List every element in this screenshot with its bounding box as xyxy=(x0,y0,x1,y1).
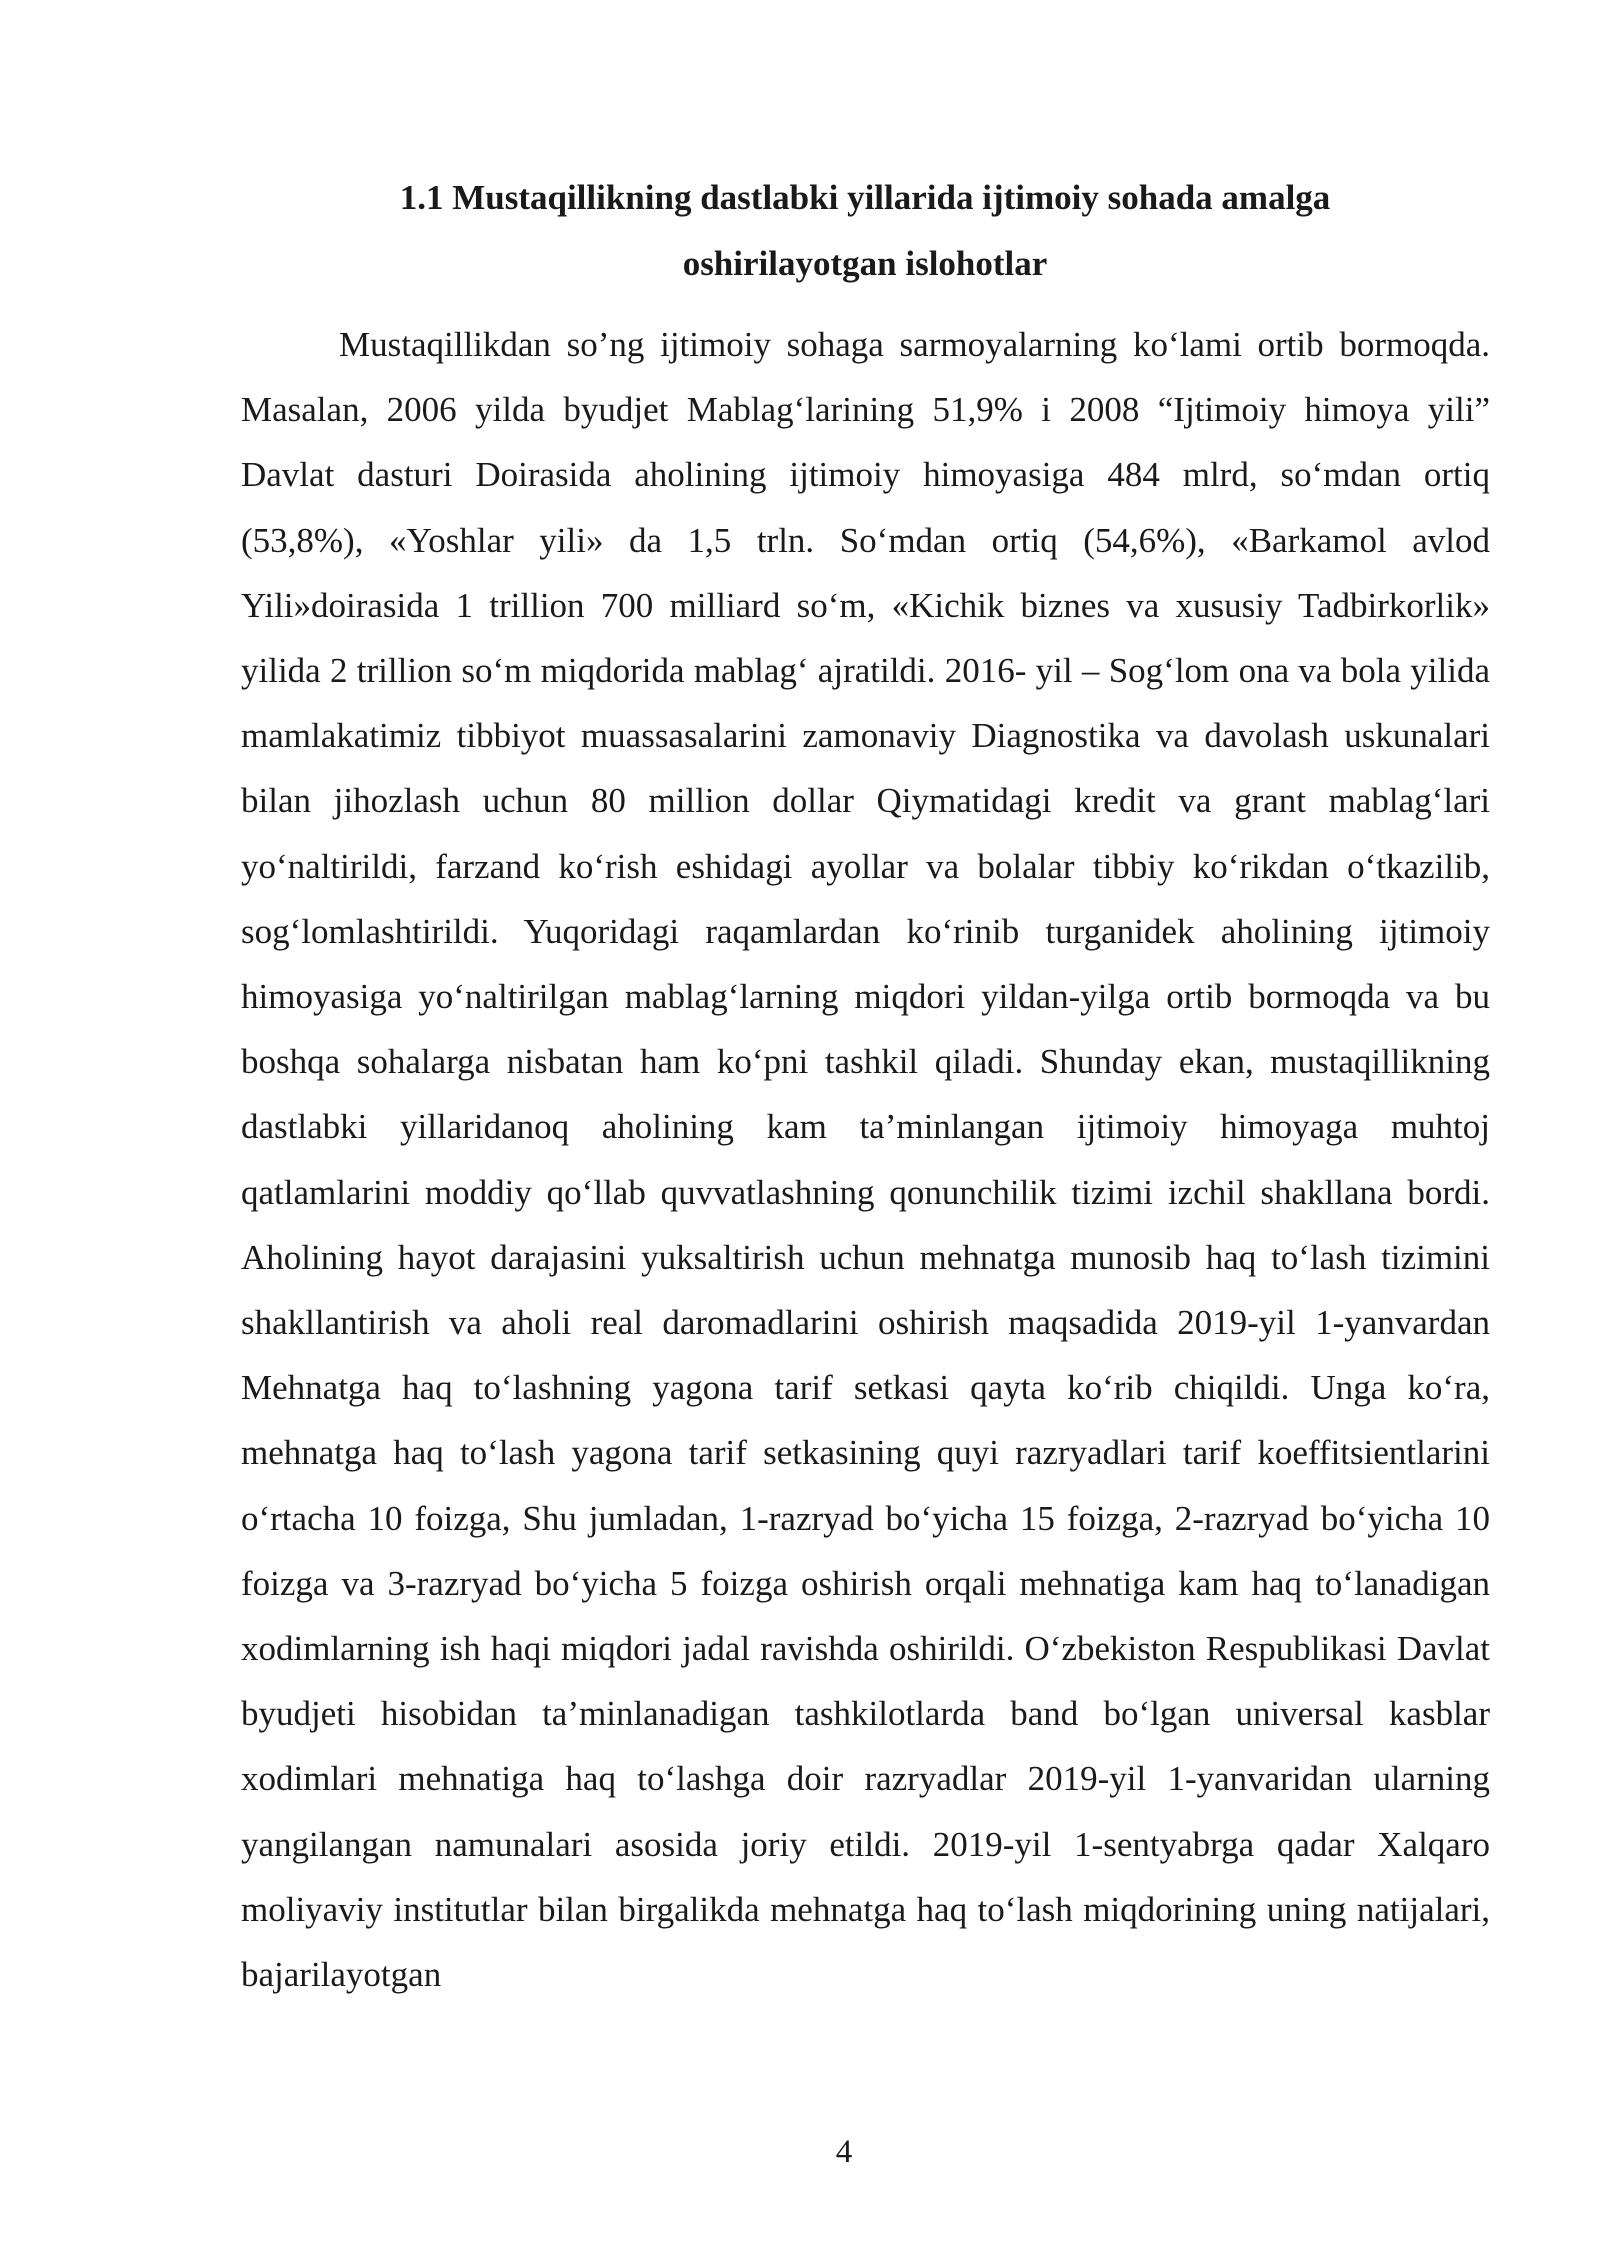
body-paragraph: Mustaqillikdan so’ng ijtimoiy sohaga sarmoyalarning ko‘lami ortib bormoqda. Masalan, 2006 yilda byudjet Mablag‘larining 51,9% i 2008 “Ijtimoiy himoya yili” Davlat dasturi Doirasida aholining ijtimoiy himoyasiga 484 mlrd, so‘mdan ortiq (53,8%), «Yoshlar yili» da 1,5 trln. So‘mdan ortiq (54,6%), «Barkamol avlod Yili»doirasida 1 trillion 700 milliard so‘m, «Kichik biznes va xususiy Tadbirkorlik» yilida 2 trillion so‘m miqdorida mablag‘ ajratildi. 2016- yil – Sog‘lom ona va bola yilida mamlakatimiz tibbiyot muassasalarini zamonaviy Diagnostika va davolash uskunalari bilan jihozlash uchun 80 million dollar Qiymatidagi kredit va grant mablag‘lari yo‘naltirildi, farzand ko‘rish eshidagi ayollar va bolalar tibbiy ko‘rikdan o‘tkazilib, sog‘lomlashtirildi. Yuqoridagi raqamlardan ko‘rinib turganidek aholining ijtimoiy himoyasiga yo‘naltirilgan mablag‘larning miqdori yildan-yilga ortib bormoqda va bu boshqa sohalarga nisbatan ham ko‘pni tashkil qiladi. Shunday ekan, mustaqillikning dastlabki yillaridanoq aholining kam ta’minlangan ijtimoiy himoyaga muhtoj qatlamlarini moddiy qo‘llab quvvatlashning qonunchilik tizimi izchil shakllana bordi. Aholining hayot darajasini yuksaltirish uchun mehnatga munosib haq to‘lash tizimini shakllantirish va aholi real daromadlarini oshirish maqsadida 2019-yil 1-yanvardan Mehnatga haq to‘lashning yagona tarif setkasi qayta ko‘rib chiqildi. Unga ko‘ra, mehnatga haq to‘lash yagona tarif setkasining quyi razryadlari tarif koeffitsientlarini o‘rtacha 10 foizga, Shu jumladan, 1-razryad bo‘yicha 15 foizga, 2-razryad bo‘yicha 10 foizga va 3-razryad bo‘yicha 5 foizga oshirish orqali mehnatiga kam haq to‘lanadigan xodimlarning ish haqi miqdori jadal ravishda oshirildi. O‘zbekiston Respublikasi Davlat byudjeti hisobidan ta’minlanadigan tashkilotlarda band bo‘lgan universal kasblar xodimlari mehnatiga haq to‘lashga doir razryadlar 2019-yil 1-yanvaridan ularning yangilangan namunalari asosida joriy etildi. 2019-yil 1-sentyabrga qadar Xalqaro moliyaviy institutlar bilan birgalikda mehnatga haq to‘lash miqdorining uning natijalari, bajarilayotgan xyxy=(241,325,1490,1995)
section-heading xyxy=(240,165,1490,297)
section-heading-line-2: oshirilayotgan islohotlar xyxy=(682,244,1048,283)
section-heading-line-1: 1.1 Mustaqillikning dastlabki yillarida ijtimoiy sohada amalga xyxy=(399,178,1331,217)
page-number: 4 xyxy=(835,2134,853,2170)
